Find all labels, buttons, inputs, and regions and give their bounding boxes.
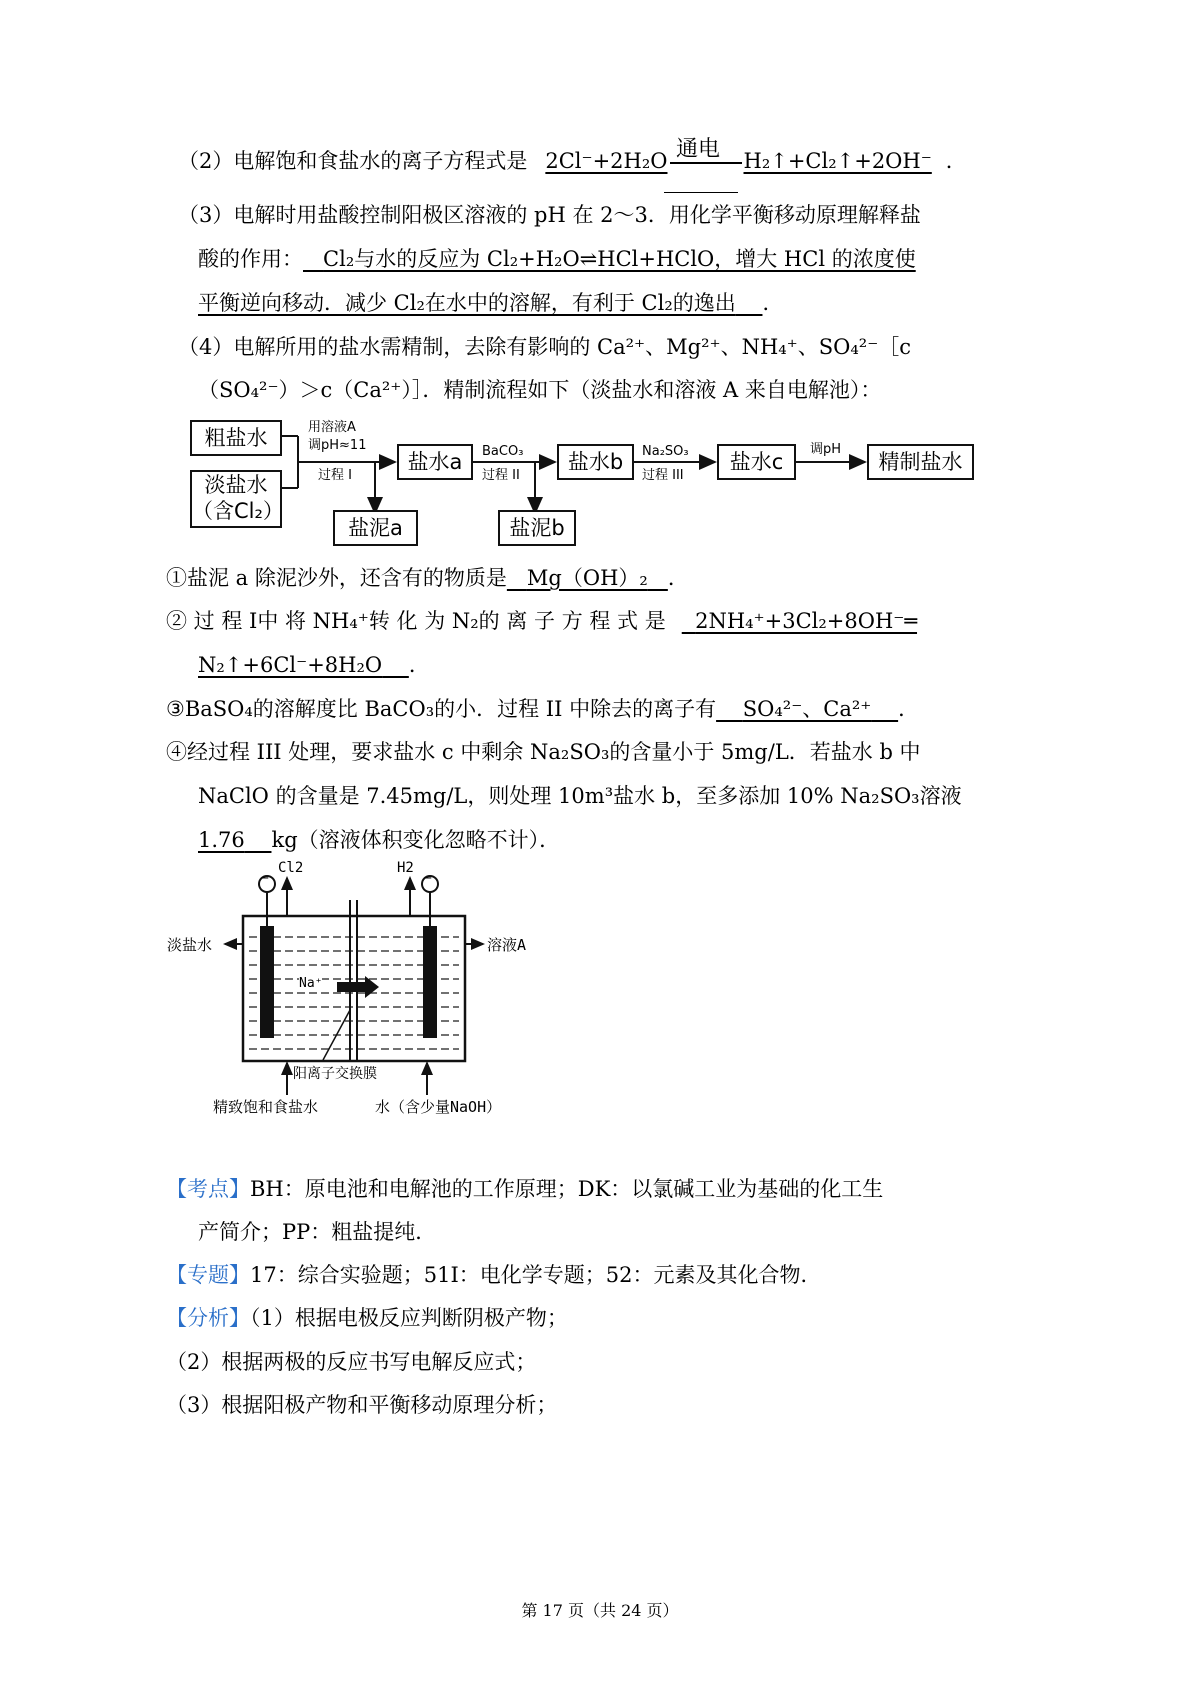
flow-box-brine-a: 盐水a bbox=[397, 444, 473, 480]
flow-step4-label: 调pH bbox=[810, 442, 842, 457]
sub1-answer: Mg（OH）₂ bbox=[526, 566, 648, 590]
cell-na-ion-label: Na⁺ bbox=[299, 976, 323, 991]
q2-line bbox=[178, 146, 967, 176]
flow-box-refined-brine: 精制盐水 bbox=[867, 444, 974, 480]
q3-line3-answer: 平衡逆向移动．减少 Cl₂在水中的溶解，有利于 Cl₂的逸出 bbox=[198, 291, 736, 315]
q2-prefix: （2）电解饱和食盐水的离子方程式是 bbox=[178, 149, 528, 173]
q3-line2-answer: Cl₂与水的反应为 Cl₂+H₂O⇌HCl+HClO，增大 HCl 的浓度使 bbox=[323, 247, 916, 271]
flow-step3-reagent: Na₂SO₃ bbox=[642, 444, 689, 459]
fenxi-text: （1）根据电极反应判断阴极产物； bbox=[250, 1306, 568, 1330]
cell-inlet-right-label: 水（含少量NaOH） bbox=[375, 1098, 502, 1116]
sub4-line3 bbox=[198, 825, 560, 855]
cell-h2-label: H2 bbox=[397, 860, 414, 876]
flow-box-dilute-note: （含Cl₂） bbox=[192, 499, 284, 523]
cell-cl2-label: Cl2 bbox=[278, 860, 304, 876]
q3-line2-prefix: 酸的作用： bbox=[198, 247, 303, 271]
flow-box-mud-b: 盐泥b bbox=[498, 510, 576, 546]
flow-step1-ph: 调pH≈11 bbox=[308, 438, 367, 453]
sub2-line2-suffix: ． bbox=[408, 653, 430, 677]
flow-step1-label: 过程 I bbox=[318, 468, 352, 483]
sub4-suffix: kg（溶液体积变化忽略不计）． bbox=[271, 828, 561, 852]
flow-step2-reagent: BaCO₃ bbox=[482, 444, 524, 459]
page-footer: 第 17 页（共 24 页） bbox=[521, 1601, 679, 1620]
q3-line1: （3）电解时用盐酸控制阳极区溶液的 pH 在 2～3．用化学平衡移动原理解释盐 bbox=[178, 203, 921, 227]
sub4-answer: 1.76 bbox=[198, 828, 245, 852]
flow-chart bbox=[190, 418, 980, 548]
q3-line2 bbox=[198, 244, 916, 274]
sub2-line1-answer: 2NH₄⁺+3Cl₂+8OH⁻═ bbox=[695, 609, 918, 633]
cell-anode-sign: − bbox=[261, 871, 269, 886]
sub3-suffix: ． bbox=[898, 697, 920, 721]
cell-membrane-label: 阳离子交换膜 bbox=[293, 1066, 377, 1082]
q2-eq-left: 2Cl⁻+2H₂O bbox=[545, 149, 668, 173]
q4-line1: （4）电解所用的盐水需精制，去除有影响的 Ca²⁺、Mg²⁺、NH₄⁺、SO₄²⁻［c bbox=[178, 335, 912, 359]
fenxi-line bbox=[166, 1303, 568, 1333]
cell-solution-a-label: 溶液A bbox=[487, 936, 527, 954]
zhuanti-line bbox=[166, 1260, 821, 1290]
sub3-line bbox=[166, 694, 919, 724]
cell-dilute-out-label: 淡盐水 bbox=[167, 936, 213, 954]
kaodian-tag: 【考点】 bbox=[166, 1177, 250, 1201]
sub4-line1: ④经过程 III 处理，要求盐水 c 中剩余 Na₂SO₃的含量小于 5mg/L．若盐水 b 中 bbox=[166, 740, 921, 764]
flow-step2-label: 过程 II bbox=[482, 468, 520, 483]
q2-condition: 通电 bbox=[676, 137, 721, 162]
fenxi-tag: 【分析】 bbox=[166, 1306, 250, 1330]
q2-eq-right: H₂↑+Cl₂↑+2OH⁻ bbox=[743, 149, 932, 173]
sub2-line2-answer: N₂↑+6Cl⁻+8H₂O bbox=[198, 653, 383, 677]
q3-line3-suffix: ． bbox=[762, 291, 784, 315]
q4-line2: （SO₄²⁻）＞c（Ca²⁺）］．精制流程如下（淡盐水和溶液 A 来自电解池）： bbox=[198, 378, 882, 402]
zhuanti-text: 17：综合实验题；51I：电化学专题；52：元素及其化合物． bbox=[250, 1263, 822, 1287]
cell-cathode-sign: − bbox=[424, 871, 432, 886]
cell-inlet-left-label: 精致饱和食盐水 bbox=[213, 1098, 319, 1116]
flow-step1-reagent: 用溶液A bbox=[308, 420, 356, 435]
flow-box-brine-c: 盐水c bbox=[717, 444, 796, 480]
flow-box-mud-a: 盐泥a bbox=[333, 510, 418, 546]
q2-suffix: ． bbox=[945, 149, 967, 173]
sub2-line2 bbox=[198, 650, 430, 680]
fenxi-line3: （3）根据阳极产物和平衡移动原理分析； bbox=[166, 1393, 558, 1417]
sub4-line2: NaClO 的含量是 7.45mg/L，则处理 10m³盐水 b，至多添加 10% Na₂SO₃溶液 bbox=[198, 784, 962, 808]
sub1-suffix: ． bbox=[667, 566, 689, 590]
sub2-line1 bbox=[166, 606, 917, 636]
flow-box-raw-brine: 粗盐水 bbox=[190, 420, 282, 456]
electrolytic-cell-diagram bbox=[165, 860, 565, 1120]
sub1-line bbox=[166, 563, 689, 593]
sub2-line1-prefix: ② 过 程 I中 将 NH₄⁺转 化 为 N₂的 离 子 方 程 式 是 bbox=[166, 609, 666, 633]
q3-line3 bbox=[198, 288, 783, 318]
kaodian-line2: 产简介；PP：粗盐提纯． bbox=[198, 1220, 437, 1244]
flow-box-brine-b: 盐水b bbox=[557, 444, 634, 480]
kaodian-line1 bbox=[166, 1174, 883, 1204]
zhuanti-tag: 【专题】 bbox=[166, 1263, 250, 1287]
q2-answer-underline bbox=[664, 192, 738, 193]
sub1-prefix: ①盐泥 a 除泥沙外，还含有的物质是 bbox=[166, 566, 507, 590]
flow-box-dilute-label: 淡盐水 bbox=[204, 473, 268, 497]
sub3-answer: SO₄²⁻、Ca²⁺ bbox=[742, 697, 872, 721]
kaodian-text1: BH：原电池和电解池的工作原理；DK：以氯碱工业为基础的化工生 bbox=[250, 1177, 884, 1201]
flow-box-dilute-brine bbox=[190, 470, 282, 528]
flow-step3-label: 过程 III bbox=[642, 468, 684, 483]
sub3-prefix: ③BaSO₄的溶解度比 BaCO₃的小．过程 II 中除去的离子有 bbox=[166, 697, 717, 721]
fenxi-line2: （2）根据两极的反应书写电解反应式； bbox=[166, 1350, 537, 1374]
